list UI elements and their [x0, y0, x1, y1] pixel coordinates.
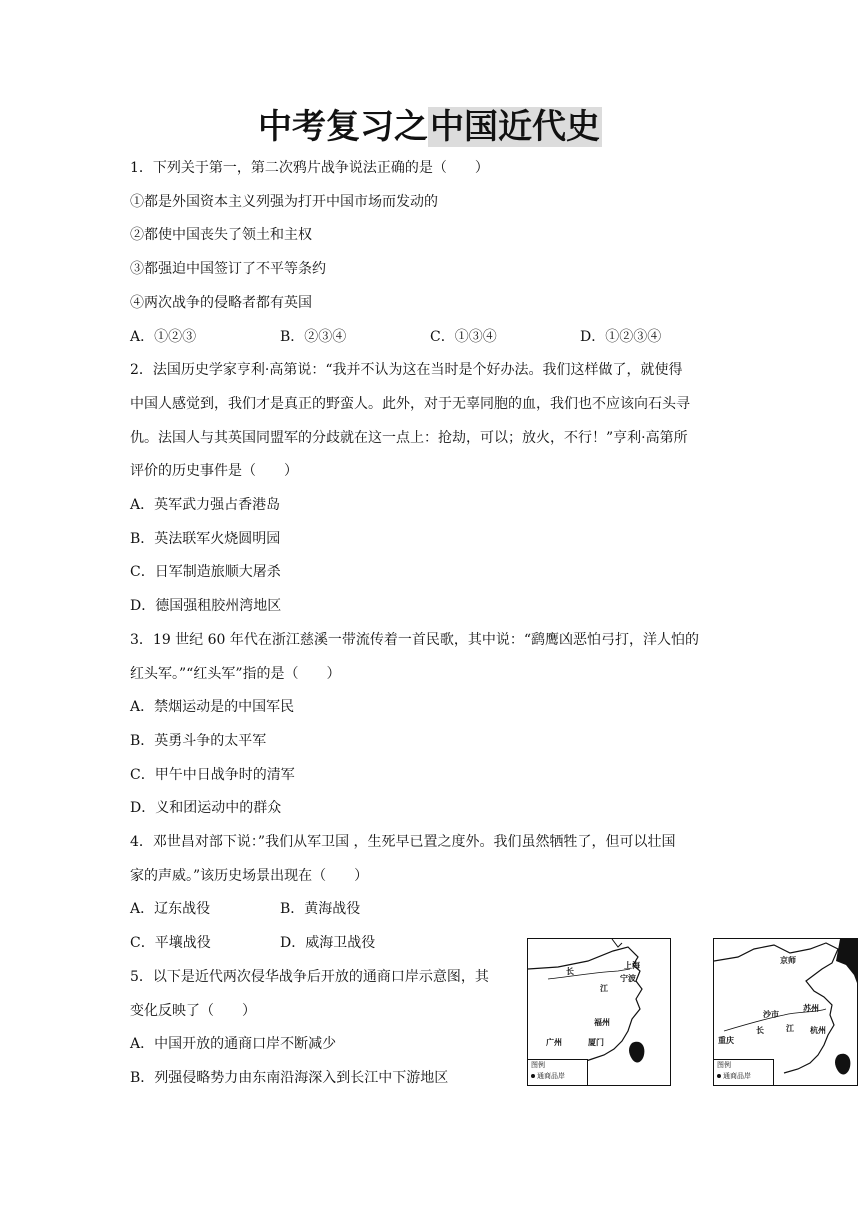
- q1-option-c[interactable]: C．①③④: [430, 328, 497, 345]
- map1-river-char: 长: [566, 967, 574, 976]
- map1-city: 上海: [624, 961, 640, 970]
- q4-options-row: [130, 893, 730, 927]
- q3-option-a[interactable]: A．禁烟运动是的中国军民: [130, 699, 295, 716]
- q2-option-c[interactable]: C．日军制造旅顺大屠杀: [130, 564, 281, 581]
- port-dot-icon: [531, 1074, 535, 1078]
- legend-title: 图例: [717, 1061, 731, 1069]
- map1-city: 广州: [546, 1038, 562, 1047]
- q5-block: [130, 961, 515, 1028]
- q2-option-d[interactable]: D．德国强租胶州湾地区: [130, 598, 282, 615]
- q1-item: ②都使中国丧失了领土和主权: [130, 227, 312, 244]
- q4-option-d[interactable]: D．威海卫战役: [280, 935, 376, 952]
- q3-stem-line: 红头军。”“红头军”指的是（ ）: [130, 665, 341, 682]
- map2-city: 京师: [780, 956, 796, 965]
- map1-legend: [528, 1059, 588, 1085]
- q5-option-a[interactable]: A．中国开放的通商口岸不断减少: [130, 1036, 337, 1053]
- map1-city: 厦门: [588, 1038, 604, 1047]
- q2-stem-line: 中国人感觉到，我们才是真正的野蛮人。此外，对于无辜同胞的血，我们也不应该向石头寻: [130, 395, 690, 412]
- q4-option-a[interactable]: A．辽东战役: [130, 901, 211, 918]
- map2-city: 重庆: [718, 1036, 734, 1045]
- legend-item: [717, 1071, 773, 1082]
- legend-title: 图例: [531, 1061, 545, 1069]
- q5-option-b[interactable]: B．列强侵略势力由东南沿海深入到长江中下游地区: [130, 1069, 449, 1086]
- q1-item: ④两次战争的侵略者都有英国: [130, 294, 312, 311]
- map2-city: 苏州: [803, 1004, 819, 1013]
- map2-city: 沙市: [763, 1010, 779, 1019]
- port-dot-icon: [717, 1074, 721, 1078]
- q1-options: [130, 321, 730, 355]
- map1-city: 宁波: [620, 974, 636, 983]
- map2-river-char: 长: [756, 1026, 764, 1035]
- page-title: [0, 104, 860, 150]
- legend-item: [531, 1071, 587, 1082]
- title-highlight: 中国近代史: [430, 107, 600, 147]
- q2-option-a[interactable]: A．英军武力强占香港岛: [130, 497, 281, 514]
- q1-option-a[interactable]: A．①②③: [130, 328, 197, 345]
- q5-stem-line: 5．以下是近代两次侵华战争后开放的通商口岸示意图，其: [130, 968, 489, 985]
- q4-stem-line: 家的声威。”该历史场景出现在（ ）: [130, 867, 369, 884]
- q2-stem-line: 2．法国历史学家亨利·高第说：“我并不认为这在当时是个好办法。我们这样做了，就使得: [130, 362, 683, 379]
- treaty-ports-map-1: [527, 938, 671, 1086]
- q4-option-c[interactable]: C．平壤战役: [130, 935, 211, 952]
- q4-option-b[interactable]: B．黄海战役: [280, 901, 361, 918]
- q1-option-d[interactable]: D．①②③④: [580, 328, 662, 345]
- map2-city: 杭州: [810, 1026, 826, 1035]
- treaty-ports-map-2: [713, 938, 858, 1086]
- q2-stem-line: 仇。法国人与其英国同盟军的分歧就在这一点上：抢劫，可以；放火，不行！”亨利·高第所: [130, 429, 688, 446]
- title-plain: 中考复习之: [258, 107, 428, 147]
- q5-stem-line: 变化反映了（ ）: [130, 1002, 256, 1019]
- q3-stem-line: 3．19 世纪 60 年代在浙江慈溪一带流传着一首民歌，其中说：“鹞鹰凶恶怕弓打，洋人怕的: [130, 631, 700, 648]
- legend-item-label: 通商品岸: [723, 1072, 751, 1080]
- q1-option-b[interactable]: B．②③④: [280, 328, 347, 345]
- map1-river-char: 江: [600, 984, 608, 993]
- q3-option-c[interactable]: C．甲午中日战争时的清军: [130, 766, 295, 783]
- map2-legend: [714, 1059, 774, 1085]
- q3-option-d[interactable]: D．义和团运动中的群众: [130, 800, 282, 817]
- q1-item: ①都是外国资本主义列强为打开中国市场而发动的: [130, 193, 438, 210]
- legend-item-label: 通商品岸: [537, 1072, 565, 1080]
- q2-option-b[interactable]: B．英法联军火烧圆明园: [130, 530, 281, 547]
- q3-option-b[interactable]: B．英勇斗争的太平军: [130, 732, 267, 749]
- q1-stem: 1．下列关于第一，第二次鸦片战争说法正确的是（ ）: [130, 160, 489, 176]
- map1-city: 福州: [594, 1018, 610, 1027]
- map2-river-char: 江: [786, 1024, 794, 1033]
- q4-stem-line: 4．邓世昌对部下说：”我们从军卫国 ，生死早已置之度外。我们虽然牺牲了，但可以壮国: [130, 834, 676, 851]
- q2-stem-line: 评价的历史事件是（ ）: [130, 463, 298, 480]
- q1-item: ③都强迫中国签订了不平等条约: [130, 261, 326, 278]
